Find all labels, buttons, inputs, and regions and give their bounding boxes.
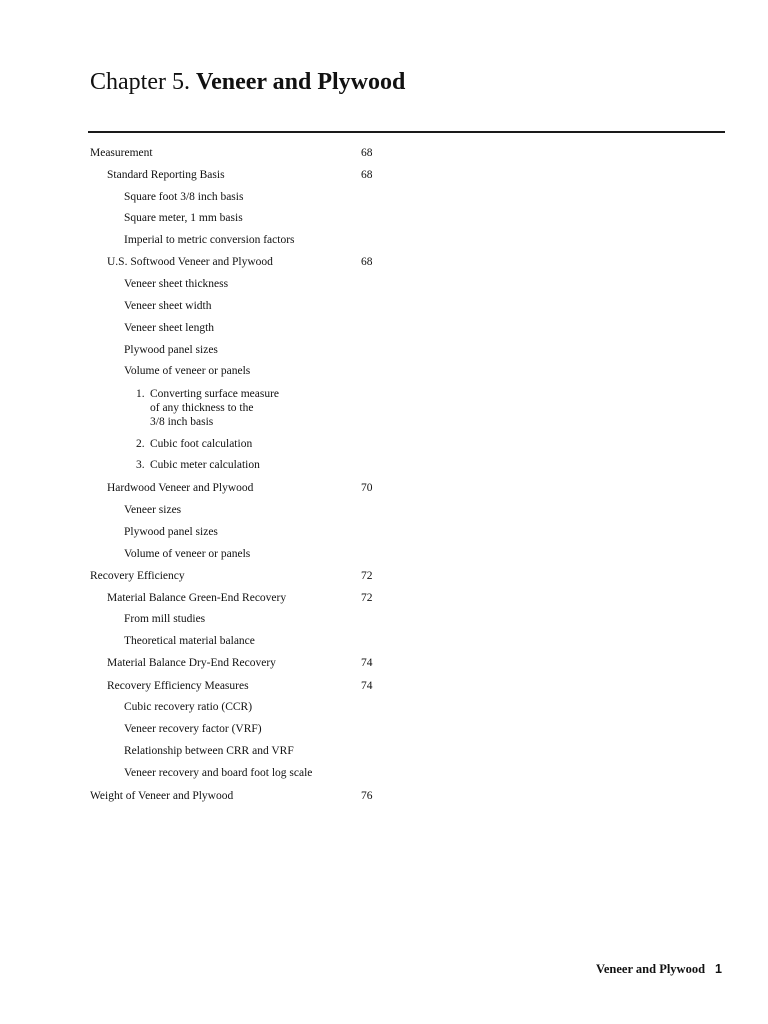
toc-entry-text: Cubic meter calculation <box>150 459 260 471</box>
toc-entry <box>124 547 250 561</box>
toc-entry <box>124 364 250 378</box>
toc-entry <box>124 503 181 517</box>
toc-entry-text: Standard Reporting Basis <box>107 169 225 181</box>
toc-entry-text: Volume of veneer or panels <box>124 548 251 560</box>
toc-page-number: 74 <box>361 657 373 669</box>
chapter-name: Veneer and Plywood <box>195 69 406 95</box>
toc-entry-continuation <box>150 401 253 415</box>
toc-page-number: 70 <box>361 482 373 494</box>
toc-entry-standard-reporting-basis <box>107 168 225 182</box>
toc-entry <box>124 634 255 648</box>
toc-entry-text: Square foot 3/8 inch basis <box>124 191 244 203</box>
list-number: 2. <box>136 438 145 450</box>
toc-entry-text: Recovery Efficiency <box>90 570 185 582</box>
toc-page-number: 68 <box>361 256 373 268</box>
toc-entry-recovery-efficiency <box>90 569 185 583</box>
toc-entry <box>124 190 243 204</box>
toc-entry-text: Theoretical material balance <box>124 635 255 647</box>
toc-numbered-entry <box>136 458 260 472</box>
toc-entry-text: Veneer sheet thickness <box>124 278 229 290</box>
toc-entry-text: Recovery Efficiency Measures <box>107 680 249 692</box>
toc-entry-weight <box>90 789 233 803</box>
toc-entry <box>124 343 218 357</box>
toc-page-number: 72 <box>361 570 373 582</box>
toc-entry-text: Square meter, 1 mm basis <box>124 212 243 224</box>
toc-entry-text: Veneer recovery and board foot log scale <box>124 767 313 779</box>
toc-entry-text: Plywood panel sizes <box>124 344 218 356</box>
toc-entry-text: U.S. Softwood Veneer and Plywood <box>107 256 273 268</box>
footer-page-number: 1 <box>715 962 722 976</box>
toc-entry-hardwood <box>107 481 253 495</box>
toc-entry-text: Material Balance Dry-End Recovery <box>107 657 276 669</box>
toc-entry <box>124 233 295 247</box>
toc-entry <box>124 766 312 780</box>
toc-entry <box>124 700 252 714</box>
footer-running-title: Veneer and Plywood <box>596 962 706 976</box>
toc-page-number: 76 <box>361 790 373 802</box>
toc-entry-text: Cubic recovery ratio (CCR) <box>124 701 253 713</box>
toc-entry-measurement <box>90 146 153 160</box>
toc-entry-text: Veneer sheet width <box>124 300 212 312</box>
toc-entry-text: Cubic foot calculation <box>150 438 253 450</box>
toc-entry-text: Material Balance Green-End Recovery <box>107 592 287 604</box>
toc-entry <box>124 321 214 335</box>
toc-entry-text: Hardwood Veneer and Plywood <box>107 482 254 494</box>
toc-entry <box>124 525 218 539</box>
toc-numbered-entry <box>136 437 252 451</box>
toc-entry-text: Veneer sizes <box>124 504 182 516</box>
toc-entry <box>124 722 262 736</box>
list-number: 1. <box>136 388 145 400</box>
toc-entry-text: Imperial to metric conversion factors <box>124 234 295 246</box>
toc-entry-text-line: Converting surface measure <box>150 388 280 400</box>
toc-entry-text: Veneer recovery factor (VRF) <box>124 723 262 735</box>
toc-entry <box>124 211 243 225</box>
toc-entry-text: Measurement <box>90 147 153 159</box>
toc-entry-text: From mill studies <box>124 613 206 625</box>
toc-numbered-entry <box>136 387 279 401</box>
toc-entry <box>124 277 228 291</box>
toc-entry <box>124 612 205 626</box>
toc-entry-text: Volume of veneer or panels <box>124 365 251 377</box>
toc-entry-continuation <box>150 415 213 429</box>
toc-page-number: 68 <box>361 147 373 159</box>
toc-entry-text: Relationship between CRR and VRF <box>124 745 294 757</box>
toc-entry-text: Weight of Veneer and Plywood <box>90 790 234 802</box>
toc-entry-efficiency-measures <box>107 679 249 693</box>
toc-entry-green-end <box>107 591 286 605</box>
toc-page-number: 68 <box>361 169 373 181</box>
toc-entry-text-line: of any thickness to the <box>150 402 254 414</box>
toc-entry-dry-end <box>107 656 276 670</box>
toc-entry <box>124 744 294 758</box>
toc-entry-text-line: 3/8 inch basis <box>150 416 214 428</box>
toc-entry-text: Plywood panel sizes <box>124 526 218 538</box>
page-footer <box>596 962 722 977</box>
list-number: 3. <box>136 459 145 471</box>
toc-entry-us-softwood <box>107 255 273 269</box>
toc-page-number: 74 <box>361 680 373 692</box>
toc-page-number: 72 <box>361 592 373 604</box>
toc-entry <box>124 299 212 313</box>
chapter-label: Chapter 5. <box>90 69 190 95</box>
toc-entry-text: Veneer sheet length <box>124 322 215 334</box>
